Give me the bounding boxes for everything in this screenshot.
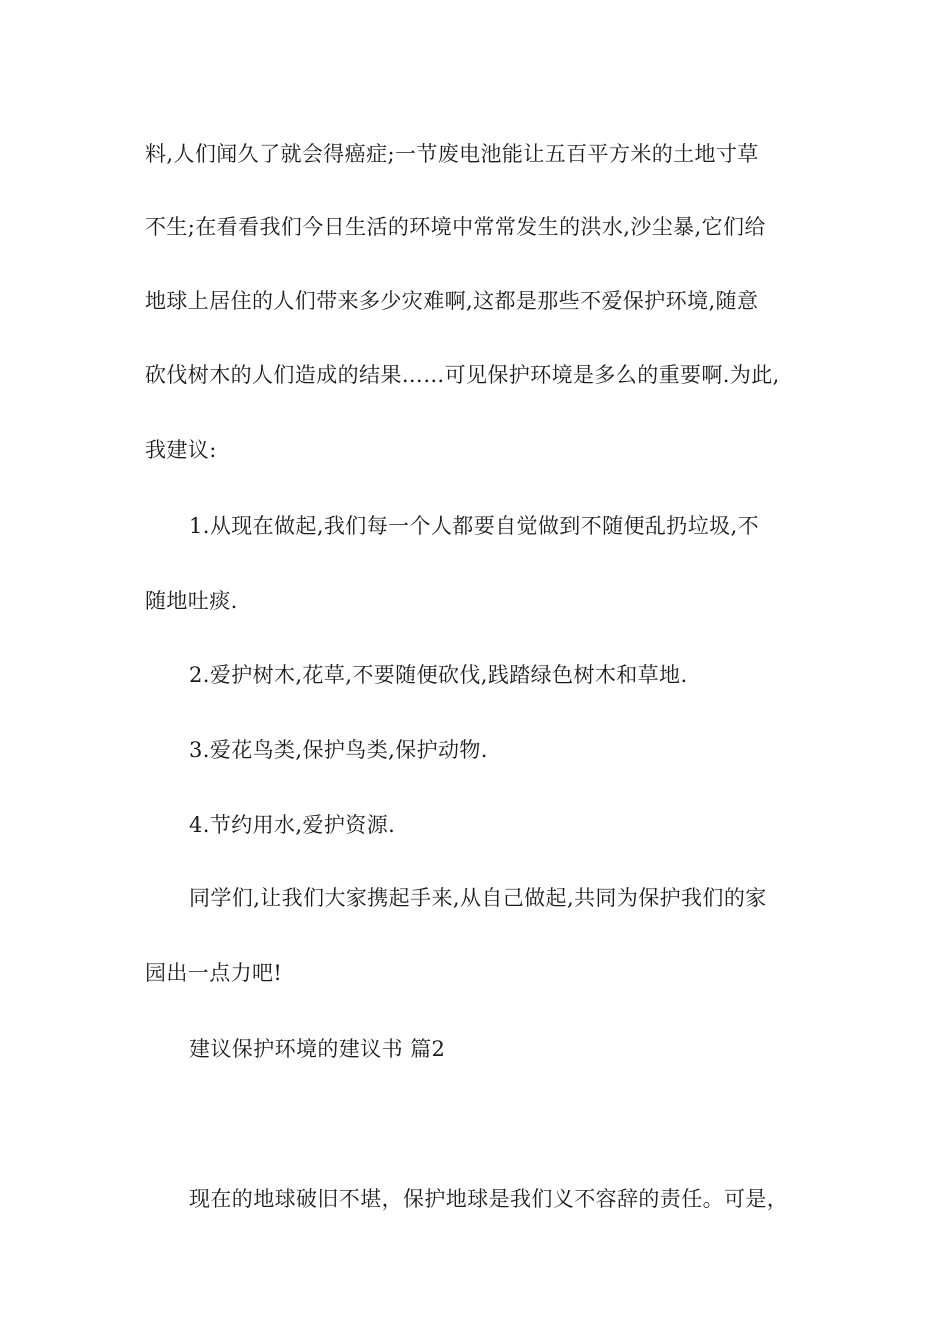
paragraph-line-2: 不生;在看看我们今日生活的环境中常常发生的洪水,沙尘暴,它们给 <box>145 215 766 239</box>
paragraph-line-1: 料,人们闻久了就会得癌症;一节废电池能让五百平方米的土地寸草 <box>145 142 759 166</box>
closing-line-2: 园出一点力吧! <box>145 961 283 985</box>
list-item-2: 2.爱护树木,花草,不要随便砍伐,践踏绿色树木和草地. <box>189 663 688 687</box>
list-item-3: 3.爱花鸟类,保护鸟类,保护动物. <box>189 738 488 762</box>
paragraph-line-4: 砍伐树木的人们造成的结果……可见保护环境是多么的重要啊.为此, <box>145 363 780 387</box>
list-item-1-line-1: 1.从现在做起,我们每一个人都要自觉做到不随便乱扔垃圾,不 <box>189 514 759 538</box>
paragraph-2-line-1: 现在的地球破旧不堪，保护地球是我们义不容辞的责任。可是， <box>189 1187 789 1211</box>
paragraph-line-5: 我建议: <box>145 438 217 462</box>
list-item-4: 4.节约用水,爱护资源. <box>189 813 396 837</box>
section-heading: 建议保护环境的建议书 篇2 <box>189 1037 446 1061</box>
paragraph-line-3: 地球上居住的人们带来多少灾难啊,这都是那些不爱保护环境,随意 <box>145 289 759 313</box>
list-item-1-line-2: 随地吐痰. <box>145 589 238 613</box>
closing-line-1: 同学们,让我们大家携起手来,从自己做起,共同为保护我们的家 <box>189 886 767 910</box>
